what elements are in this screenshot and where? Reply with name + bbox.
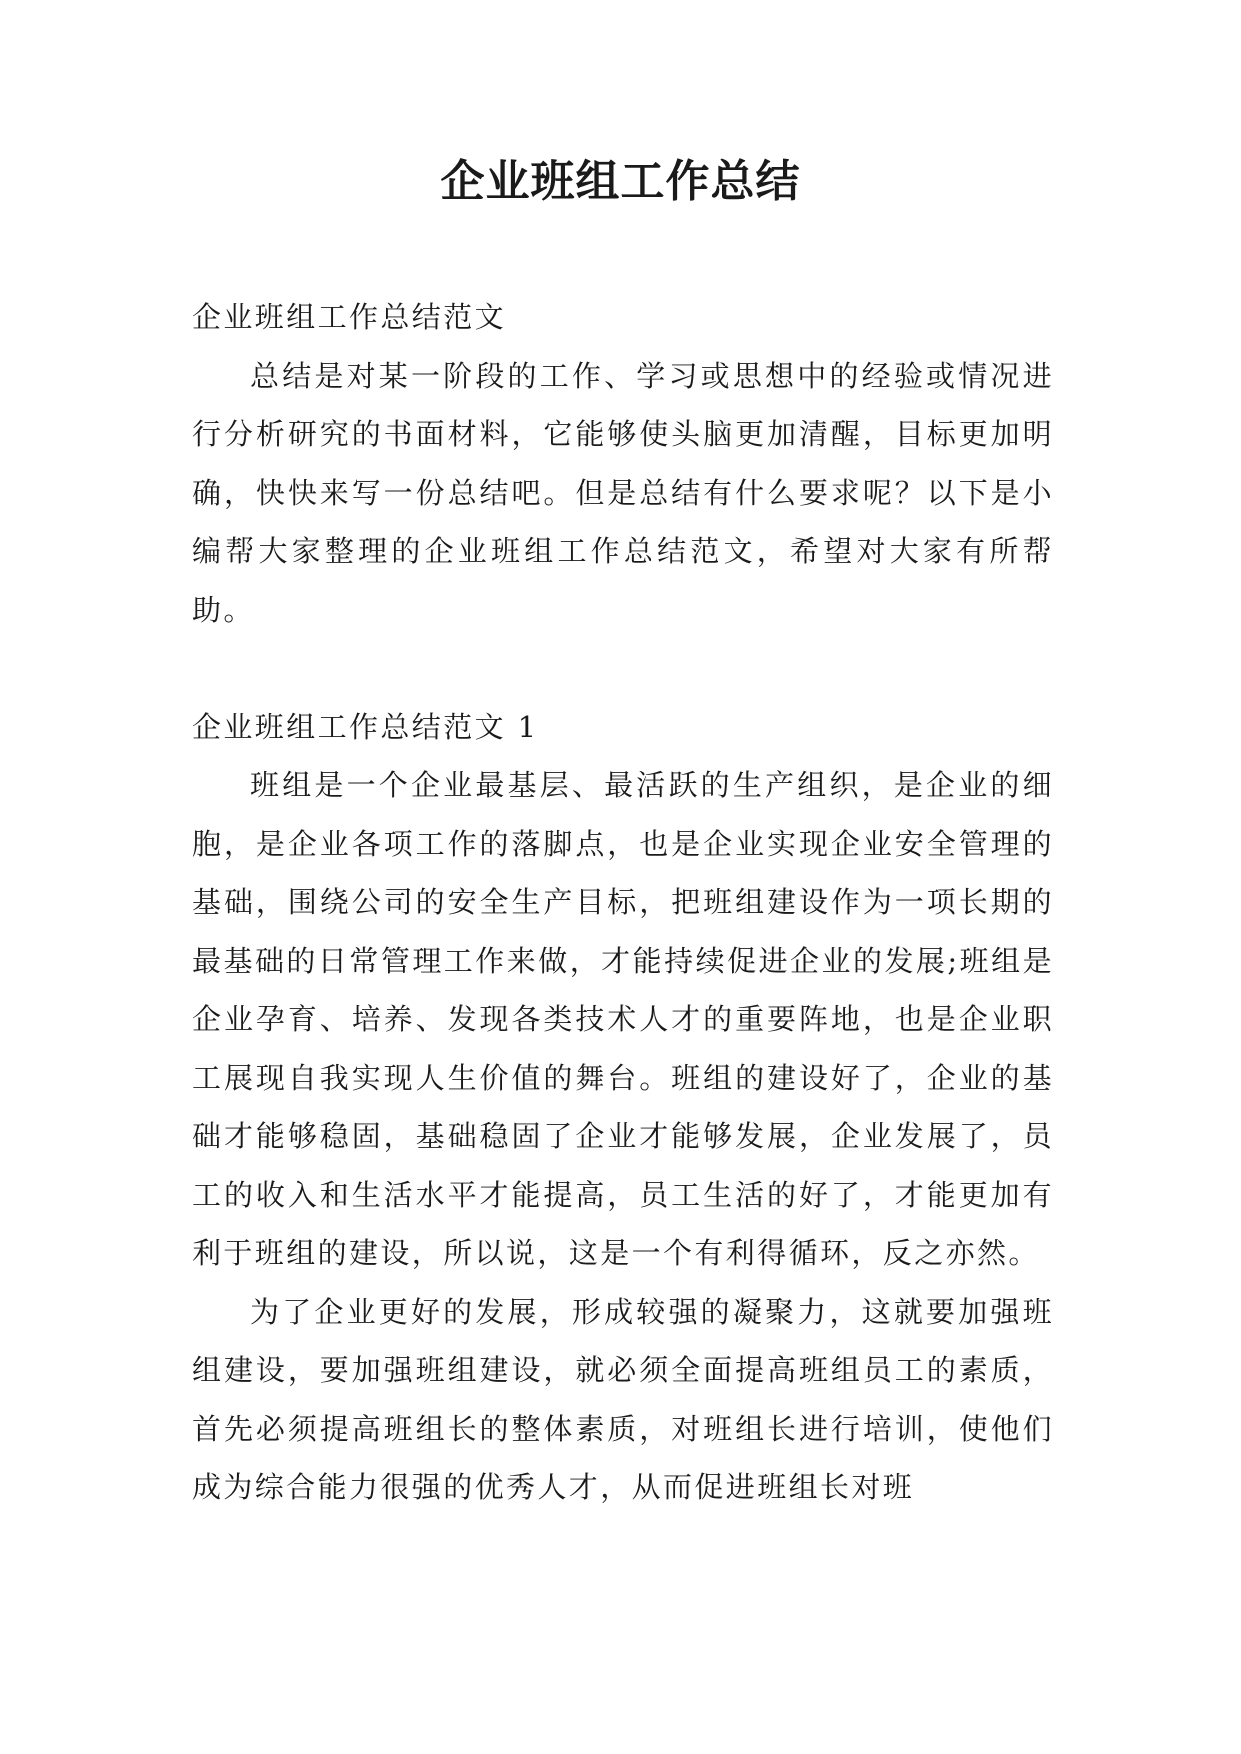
intro-heading: 企业班组工作总结范文 [192, 300, 507, 334]
document-title: 企业班组工作总结 [440, 156, 801, 207]
section1-paragraph-1: 班组是一个企业最基层、最活跃的生产组织，是企业的细胞，是企业各项工作的落脚点，也是企业实现企业安全管理的基础，围绕公司的安全生产目标，把班组建设作为一项长期的最基础的日常管理工作来做，才能持续促进企业的发展;班组是企业孕育、培养、发现各类技术人才的重要阵地，也是企业职工展现自我实现人生价值的舞台。班组的建设好了，企业的基础才能够稳固，基础稳固了企业才能够发展，企业发展了，员工的收入和生活水平才能提高，员工生活的好了，才能更加有利于班组的建设，所以说，这是一个有利得循环，反之亦然。 [192, 768, 1054, 1270]
document-body [192, 288, 1054, 1517]
section1-paragraph-2: 为了企业更好的发展，形成较强的凝聚力，这就要加强班组建设，要加强班组建设，就必须全面提高班组员工的素质，首先必须提高班组长的整体素质，对班组长进行培训，使他们成为综合能力很强的优秀人才，从而促进班组长对班 [192, 1294, 1054, 1504]
section-spacer [192, 639, 1054, 698]
section1-heading: 企业班组工作总结范文 1 [192, 709, 539, 744]
intro-paragraph: 总结是对某一阶段的工作、学习或思想中的经验或情况进行分析研究的书面材料，它能够使头脑更加清醒，目标更加明确，快快来写一份总结吧。但是总结有什么要求呢？以下是小编帮大家整理的企业班组工作总结范文，希望对大家有所帮助。 [192, 358, 1054, 627]
